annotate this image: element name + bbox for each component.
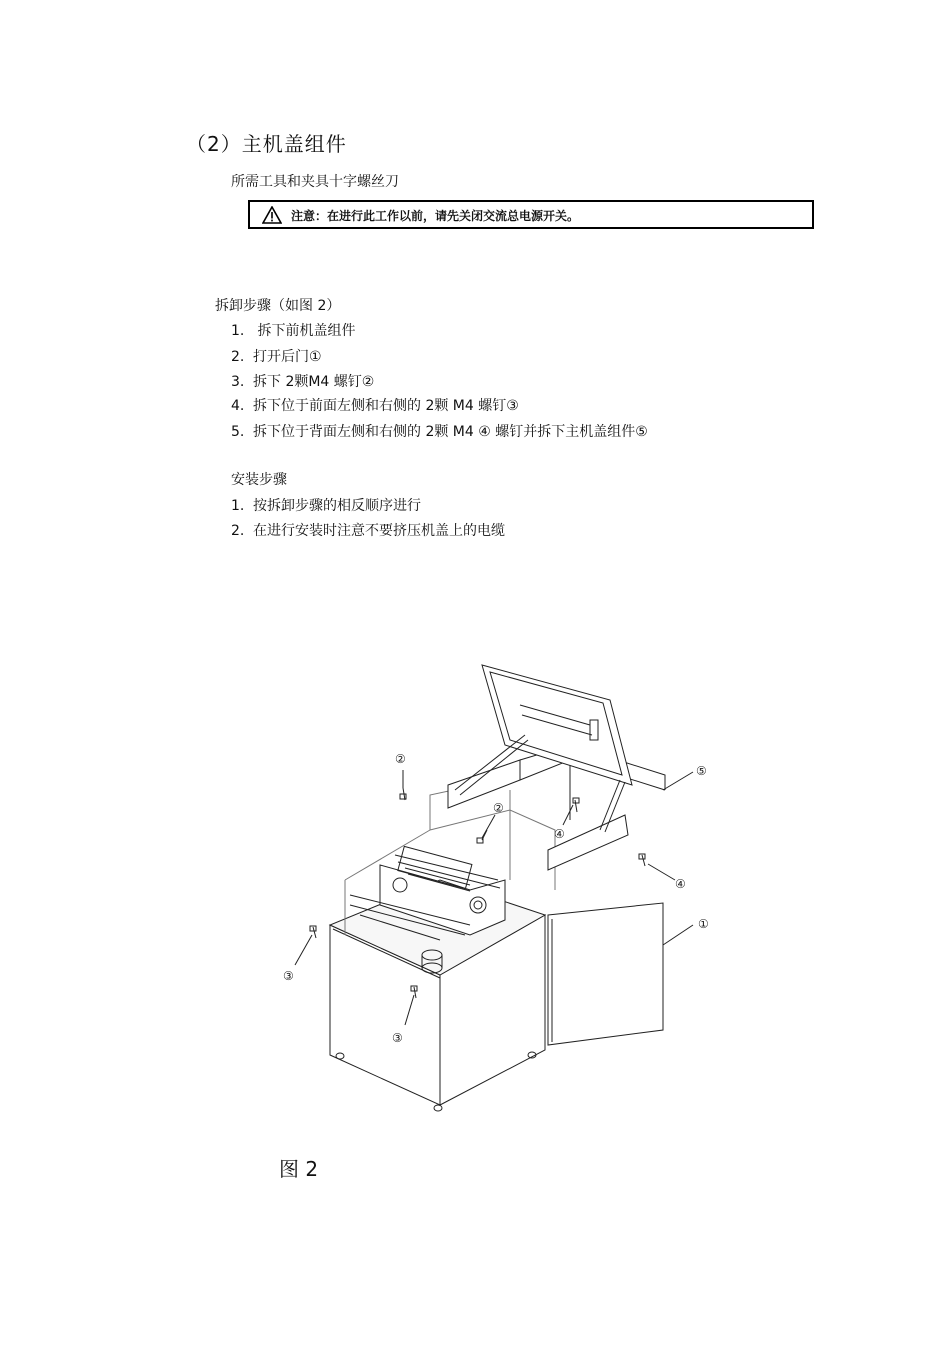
step-text: 按拆卸步骤的相反顺序进行 xyxy=(253,498,421,514)
step-text: 在进行安装时注意不要挤压机盖上的电缆 xyxy=(253,523,505,539)
screw-icon xyxy=(400,788,406,800)
callout-3-label: ③ xyxy=(283,969,294,983)
install-step xyxy=(231,495,421,515)
step-text: 拆下 2颗M4 螺钉② xyxy=(253,374,375,390)
callout-4-label: ④ xyxy=(675,877,686,891)
step-number: 5. xyxy=(231,424,245,440)
printer-cabinet-exploded-diagram xyxy=(275,650,735,1120)
install-step xyxy=(231,520,505,540)
caution-box xyxy=(248,200,814,229)
callout-4-label: ④ xyxy=(554,827,565,841)
removal-step xyxy=(231,421,648,441)
caution-text: 注意：在进行此工作以前，请先关闭交流总电源开关。 xyxy=(291,209,580,223)
step-number: 4. xyxy=(231,398,245,414)
caster-wheel xyxy=(434,1105,442,1111)
required-tools-text: 所需工具和夹具十字螺丝刀 xyxy=(231,174,399,190)
callout-1-label: ① xyxy=(698,917,709,931)
callout-3-label: ③ xyxy=(392,1031,403,1045)
step-number: 2. xyxy=(231,523,245,539)
step-number: 1. xyxy=(231,498,245,514)
rear-door xyxy=(548,903,663,1045)
section-title: （2）主机盖组件 xyxy=(186,132,347,156)
screw-icon xyxy=(573,798,579,812)
screw-icon xyxy=(639,854,645,866)
callout-2-label: ② xyxy=(395,752,406,766)
callout-5-label: ⑤ xyxy=(696,764,707,778)
removal-step xyxy=(231,320,355,340)
installation-procedure-heading: 安装步骤 xyxy=(231,472,287,488)
removal-step xyxy=(231,395,519,415)
removal-step xyxy=(231,371,374,391)
step-text: 拆下位于前面左侧和右侧的 2颗 M4 螺钉③ xyxy=(253,398,519,414)
step-number: 2. xyxy=(231,349,245,365)
warning-triangle-icon xyxy=(262,206,282,224)
step-number: 1. xyxy=(231,323,245,339)
figure-caption: 图 2 xyxy=(279,1157,319,1181)
step-text: 拆下前机盖组件 xyxy=(253,323,356,339)
step-number: 3. xyxy=(231,374,245,390)
removal-procedure-heading: 拆卸步骤（如图 2） xyxy=(215,298,341,314)
callout-2-label: ② xyxy=(493,801,504,815)
removal-step xyxy=(231,346,322,366)
step-text: 打开后门① xyxy=(253,349,322,365)
step-text: 拆下位于背面左侧和右侧的 2颗 M4 ④ 螺钉并拆下主机盖组件⑤ xyxy=(253,424,648,440)
